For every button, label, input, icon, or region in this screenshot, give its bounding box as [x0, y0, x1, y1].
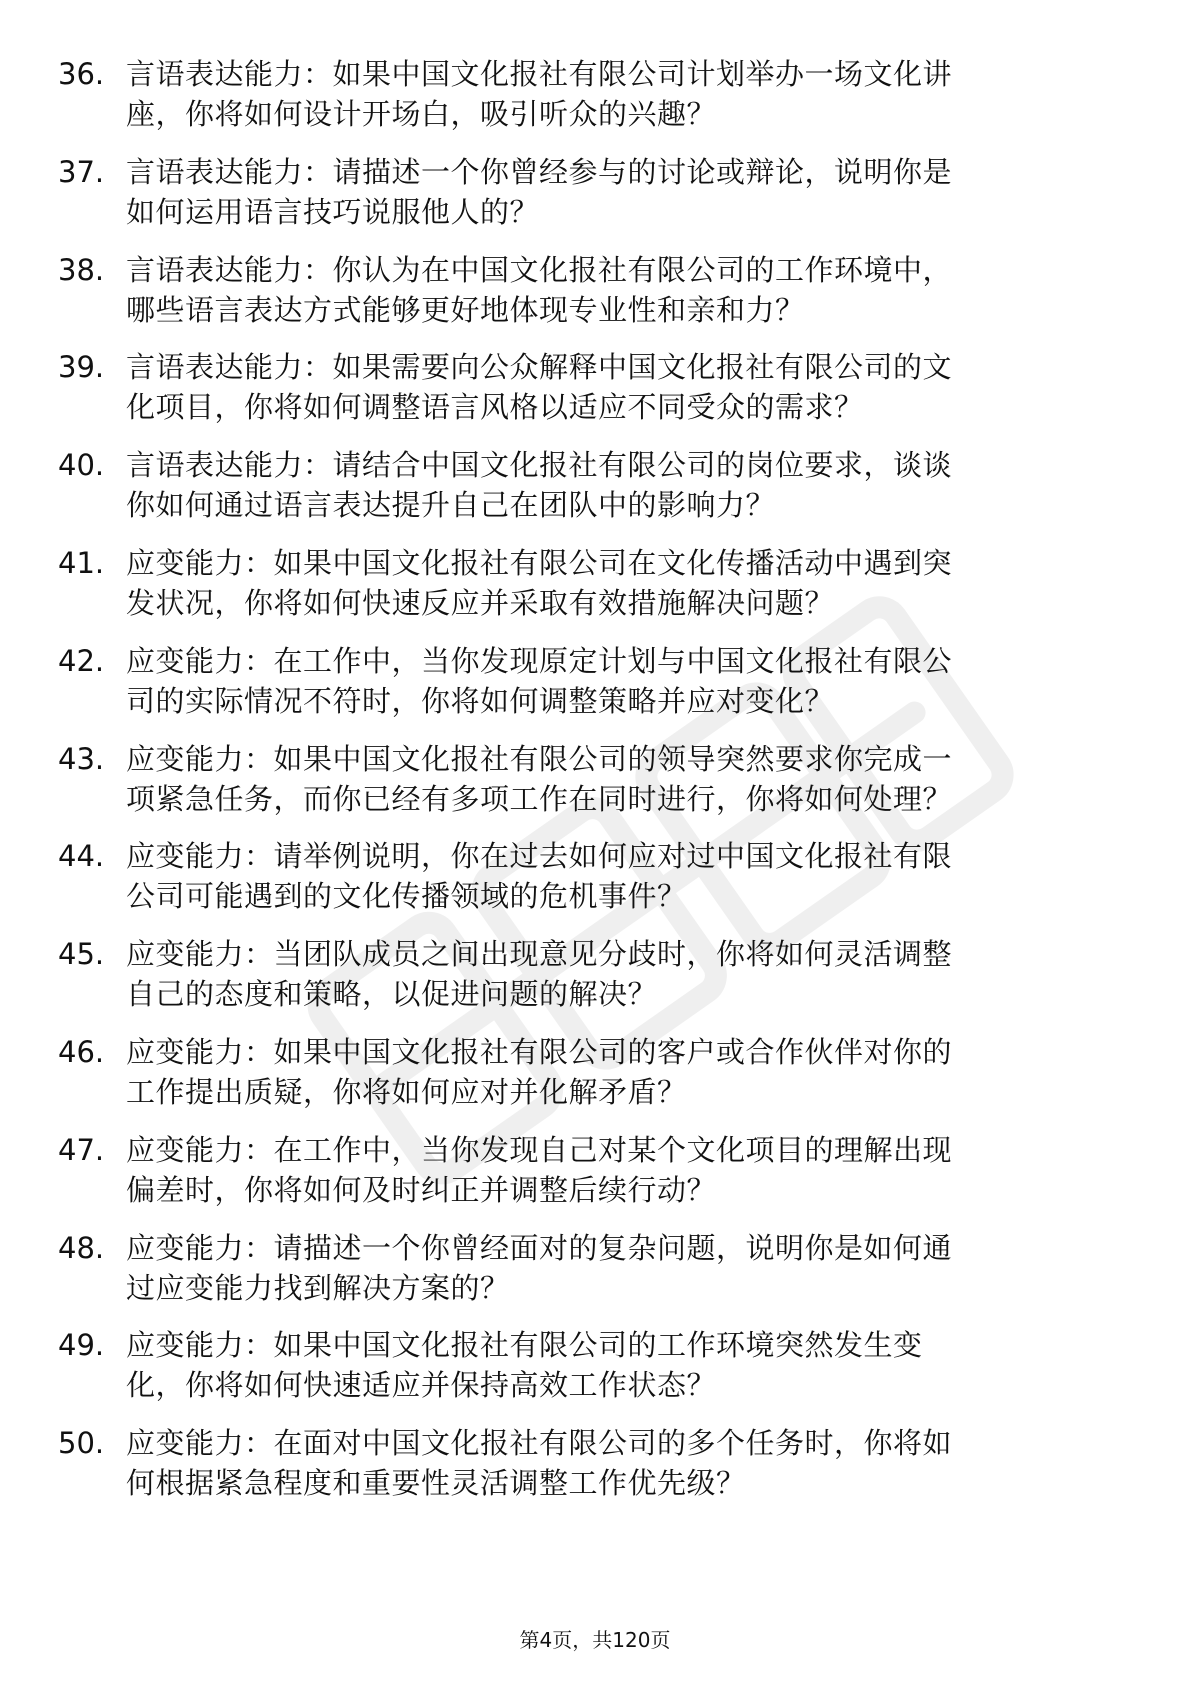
question-number: 49. — [58, 1328, 105, 1363]
question-item — [0, 1325, 1190, 1415]
question-number: 42. — [58, 643, 105, 678]
question-text — [126, 934, 1106, 1014]
question-number: 43. — [58, 741, 105, 776]
question-item — [0, 250, 1190, 340]
question-text-line: 偏差时，你将如何及时纠正并调整后续行动？ — [126, 1172, 717, 1207]
question-text — [126, 1325, 1106, 1405]
question-text-line: 过应变能力找到解决方案的？ — [126, 1270, 510, 1305]
question-text — [126, 543, 1106, 623]
question-number: 46. — [58, 1035, 105, 1069]
question-text — [126, 641, 1106, 721]
question-number: 40. — [58, 448, 105, 483]
question-text — [126, 1423, 1106, 1503]
question-number: 41. — [58, 546, 105, 580]
question-number: 45. — [58, 937, 105, 972]
question-text — [126, 250, 1106, 330]
question-text — [126, 1032, 1106, 1112]
question-text — [126, 347, 1106, 427]
question-text-line: 何根据紧急程度和重要性灵活调整工作优先级？ — [126, 1466, 746, 1501]
question-text-line: 化项目，你将如何调整语言风格以适应不同受众的需求？ — [126, 390, 864, 425]
question-text-line: 言语表达能力：如果中国文化报社有限公司计划举办一场文化讲 — [126, 57, 953, 91]
question-item — [0, 836, 1190, 926]
question-text — [126, 836, 1106, 916]
question-text — [126, 152, 1106, 232]
question-text-line: 言语表达能力：你认为在中国文化报社有限公司的工作环境中， — [126, 252, 953, 287]
question-item — [0, 1423, 1190, 1513]
question-item — [0, 934, 1190, 1024]
question-text-line: 应变能力：在工作中，当你发现原定计划与中国文化报社有限公 — [126, 643, 953, 678]
question-number: 36. — [58, 57, 105, 91]
question-text-line: 自己的态度和策略，以促进问题的解决？ — [126, 977, 658, 1012]
question-number: 48. — [58, 1230, 105, 1265]
question-text-line: 应变能力：请描述一个你曾经面对的复杂问题，说明你是如何通 — [126, 1230, 953, 1265]
question-text-line: 应变能力：如果中国文化报社有限公司的领导突然要求你完成一 — [126, 741, 953, 776]
question-number: 50. — [58, 1426, 105, 1461]
question-text-line: 言语表达能力：请描述一个你曾经参与的讨论或辩论，说明你是 — [126, 154, 953, 189]
question-item — [0, 152, 1190, 242]
question-number: 47. — [58, 1132, 105, 1167]
question-item — [0, 54, 1190, 144]
question-number: 44. — [58, 839, 105, 874]
question-item — [0, 1228, 1190, 1318]
question-text — [126, 1228, 1106, 1308]
question-text-line: 项紧急任务，而你已经有多项工作在同时进行，你将如何处理？ — [126, 781, 953, 816]
question-text-line: 公司可能遇到的文化传播领域的危机事件？ — [126, 879, 687, 914]
question-text — [126, 445, 1106, 525]
question-text-line: 工作提出质疑，你将如何应对并化解矛盾？ — [126, 1075, 687, 1109]
question-item — [0, 347, 1190, 437]
question-item — [0, 543, 1190, 633]
question-item — [0, 1130, 1190, 1220]
question-text-line: 应变能力：如果中国文化报社有限公司的工作环境突然发生变 — [126, 1328, 923, 1363]
question-text-line: 发状况，你将如何快速反应并采取有效措施解决问题？ — [126, 586, 835, 620]
question-number: 37. — [58, 154, 105, 189]
question-text-line: 应变能力：在工作中，当你发现自己对某个文化项目的理解出现 — [126, 1132, 953, 1167]
question-text-line: 哪些语言表达方式能够更好地体现专业性和亲和力？ — [126, 292, 805, 327]
question-text-line: 应变能力：如果中国文化报社有限公司在文化传播活动中遇到突 — [126, 546, 953, 580]
question-text-line: 应变能力：请举例说明，你在过去如何应对过中国文化报社有限 — [126, 839, 953, 874]
question-text-line: 应变能力：如果中国文化报社有限公司的客户或合作伙伴对你的 — [126, 1035, 953, 1069]
question-item — [0, 739, 1190, 829]
page-footer: 第4页，共120页 — [519, 1628, 671, 1652]
question-item — [0, 445, 1190, 535]
question-number: 38. — [58, 252, 105, 287]
question-text-line: 司的实际情况不符时，你将如何调整策略并应对变化？ — [126, 683, 835, 718]
question-text — [126, 54, 1106, 134]
question-item — [0, 1032, 1190, 1122]
question-item — [0, 641, 1190, 731]
question-text-line: 言语表达能力：请结合中国文化报社有限公司的岗位要求，谈谈 — [126, 448, 953, 483]
question-text-line: 座，你将如何设计开场白，吸引听众的兴趣？ — [126, 97, 717, 131]
question-text-line: 如何运用语言技巧说服他人的？ — [126, 194, 540, 229]
question-text-line: 言语表达能力：如果需要向公众解释中国文化报社有限公司的文 — [126, 350, 953, 385]
question-text-line: 应变能力：在面对中国文化报社有限公司的多个任务时，你将如 — [126, 1426, 953, 1461]
question-text — [126, 1130, 1106, 1210]
question-text — [126, 739, 1106, 819]
question-text-line: 化，你将如何快速适应并保持高效工作状态？ — [126, 1368, 717, 1403]
question-text-line: 应变能力：当团队成员之间出现意见分歧时，你将如何灵活调整 — [126, 937, 953, 972]
question-number: 39. — [58, 350, 105, 385]
question-text-line: 你如何通过语言表达提升自己在团队中的影响力？ — [126, 488, 776, 523]
